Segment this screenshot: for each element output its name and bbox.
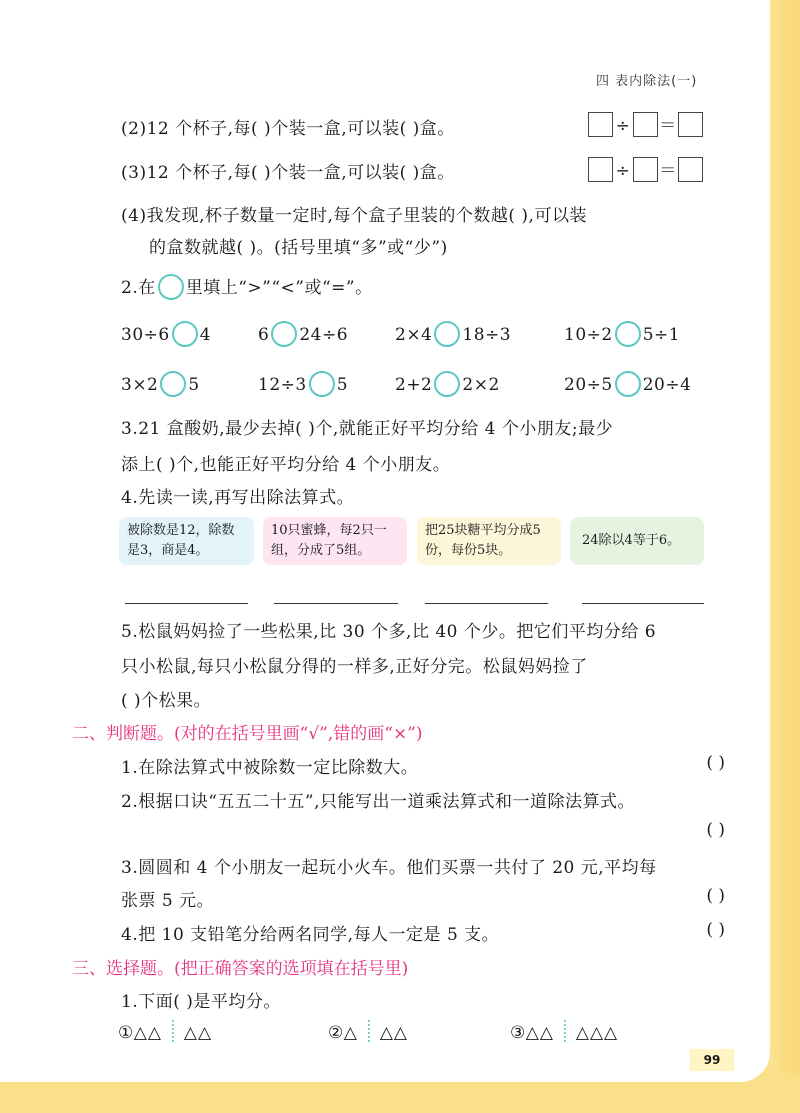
expr-left: 2×4 [395,325,433,345]
q1-sub4-line1: (4)我发现,杯子数量一定时,每个盒子里装的个数越( ),可以装 [121,206,587,226]
q1-sub2-equation [588,111,703,137]
answer-box[interactable] [678,157,703,182]
choice-option-3 [510,1020,618,1043]
q1-sub4-line2: 的盒数就越( )。(括号里填“多”或“少”) [149,238,448,258]
answer-line[interactable] [582,603,704,604]
compare-circle[interactable] [271,321,297,347]
q2-item [395,371,500,397]
expr-left: 20÷5 [564,375,613,395]
q1-sub2-text: (2)12 个杯子,每( )个装一盒,可以装( )盒。 [121,119,455,139]
q4-title: 4.先读一读,再写出除法算式。 [121,488,355,508]
expr-right: 2×2 [462,375,500,395]
q5-line1: 5.松鼠妈妈捡了一些松果,比 30 个多,比 40 个少。把它们平均分给 6 [121,622,657,642]
expr-left: 6 [258,325,270,345]
q2-item [258,321,348,347]
answer-paren[interactable]: ( ) [706,753,725,773]
expr-right: 24÷6 [299,325,349,345]
statement-card: 被除数是12，除数是3，商是4。 [119,517,254,565]
statement-card: 把25块糖平均分成5份，每份5块。 [417,517,561,565]
divide-sign: ÷ [615,161,631,181]
choice-option-1 [118,1020,212,1043]
chapter-header: 四 表内除法(一) [596,74,698,89]
expr-right: 5÷1 [642,325,681,345]
q2-item [564,321,680,347]
triangle-group-icon: △△△ [575,1023,619,1043]
equals-sign: ＝ [659,161,677,181]
judge-item-1: 1.在除法算式中被除数一定比除数大。 [121,758,419,778]
answer-paren[interactable]: ( ) [706,820,725,840]
q3-line1: 3.21 盒酸奶,最少去掉( )个,就能正好平均分给 4 个小朋友;最少 [121,419,614,439]
q2-instruction [121,273,373,300]
answer-box[interactable] [678,112,703,137]
answer-paren[interactable]: ( ) [706,886,725,906]
answer-box[interactable] [588,157,613,182]
triangle-group-icon: △△ [379,1023,408,1043]
answer-line[interactable] [274,603,398,604]
q2-item [121,371,200,397]
triangle-group-icon: △ [343,1023,358,1043]
expr-right: 20÷4 [642,375,692,395]
compare-circle[interactable] [615,321,641,347]
compare-circle[interactable] [160,371,186,397]
q3-line2: 添上( )个,也能正好平均分给 4 个小朋友。 [121,455,451,475]
answer-line[interactable] [125,603,248,604]
compare-circle[interactable] [172,321,198,347]
q5-line2: 只小松鼠,每只小松鼠分得的一样多,正好分完。松鼠妈妈捡了 [121,657,588,677]
statement-card: 24除以4等于6。 [570,517,704,565]
divider [564,1020,566,1042]
compare-circle[interactable] [434,321,460,347]
expr-right: 4 [199,325,212,345]
judge-item-3-line1: 3.圆圆和 4 个小朋友一起玩小火车。他们买票一共付了 20 元,平均每 [121,858,657,878]
answer-box[interactable] [588,112,613,137]
answer-paren[interactable]: ( ) [706,920,725,940]
section-3-title: 三、选择题。(把正确答案的选项填在括号里) [72,959,409,979]
answer-box[interactable] [633,112,658,137]
expr-right: 5 [188,375,200,395]
option-label: ③ [510,1023,526,1043]
equals-sign: ＝ [659,116,677,136]
option-label: ② [328,1023,344,1043]
statement-card: 10只蜜蜂，每2只一组，分成了5组。 [263,517,407,565]
triangle-group-icon: △△ [133,1023,162,1043]
section-2-title: 二、判断题。(对的在括号里画“√”,错的画“×”) [72,724,423,744]
q2-item [395,321,511,347]
compare-circle[interactable] [309,371,335,397]
q1-sub3-text: (3)12 个杯子,每( )个装一盒,可以装( )盒。 [121,163,455,183]
judge-item-3-line2: 张票 5 元。 [121,891,215,911]
expr-right: 18÷3 [462,325,512,345]
q1-sub3 [121,158,455,183]
expr-left: 3×2 [121,375,159,395]
expr-left: 12÷3 [258,375,307,395]
q1-sub2 [121,114,455,139]
q2-suffix: 里填上“>”“<”或“=”。 [185,278,373,298]
q2-prefix: 2.在 [121,278,156,298]
compare-circle[interactable] [615,371,641,397]
divide-sign: ÷ [615,116,631,136]
answer-box[interactable] [633,157,658,182]
judge-item-2: 2.根据口诀“五五二十五”,只能写出一道乘法算式和一道除法算式。 [121,792,636,812]
expr-right: 5 [336,375,349,395]
triangle-group-icon: △△ [183,1023,213,1043]
compare-circle[interactable] [434,371,460,397]
choice-option-2 [328,1020,408,1043]
choice-q1: 1.下面( )是平均分。 [121,992,281,1012]
expr-left: 2+2 [395,375,433,395]
option-label: ① [118,1023,134,1043]
expr-left: 10÷2 [564,325,613,345]
expr-left: 30÷6 [121,325,170,345]
page-number: 99 [690,1049,734,1071]
triangle-group-icon: △△ [525,1023,554,1043]
divider [368,1020,370,1042]
q2-item [258,371,348,397]
judge-item-4: 4.把 10 支铅笔分给两名同学,每人一定是 5 支。 [121,925,500,945]
q1-sub3-equation [588,156,703,182]
q2-item [121,321,211,347]
divider [172,1020,174,1042]
answer-line[interactable] [425,603,548,604]
compare-circle-icon [158,274,184,300]
q5-line3: ( )个松果。 [121,691,212,711]
q2-item [564,371,691,397]
